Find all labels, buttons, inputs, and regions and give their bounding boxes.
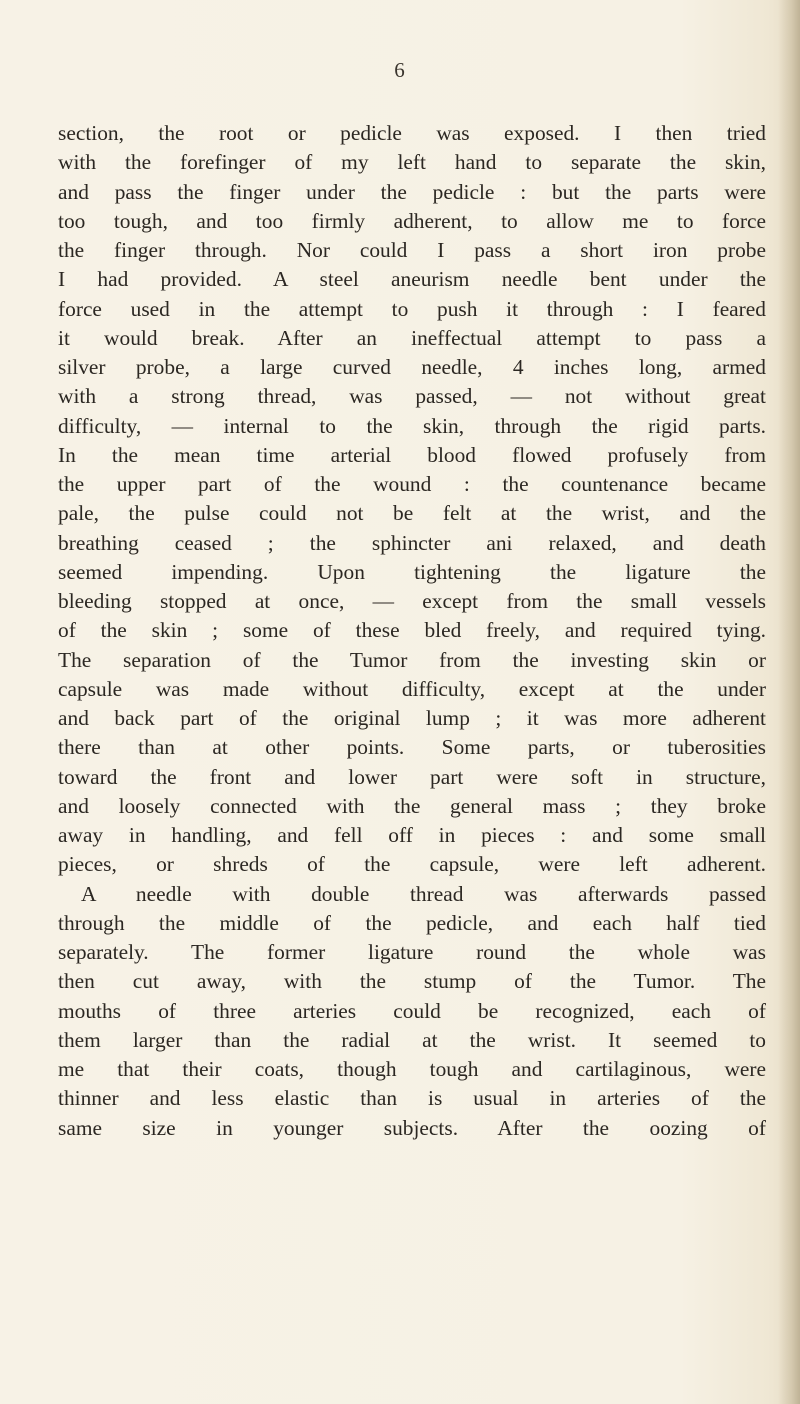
text-line: same size in younger subjects. After the oozing of bbox=[58, 1115, 766, 1140]
page-edge-shadow bbox=[778, 0, 800, 1404]
text-line: In the mean time arterial blood flowed profusely from bbox=[58, 442, 766, 467]
page-number: 6 bbox=[394, 58, 406, 82]
text-line: away in handling, and fell off in pieces : and some small bbox=[58, 823, 766, 847]
text-line: and pass the finger under the pedicle : but the parts were bbox=[58, 179, 766, 204]
text-line: mouths of three arteries could be recognized, each of bbox=[58, 998, 766, 1023]
text-line: the finger through. Nor could I pass a short iron probe bbox=[58, 238, 766, 262]
text-line: seemed impending. Upon tightening the ligature the bbox=[58, 559, 766, 584]
text-line: through the middle of the pedicle, and each half tied bbox=[58, 910, 766, 935]
text-line: there than at other points. Some parts, or tuberosities bbox=[58, 735, 766, 760]
body-text bbox=[58, 119, 766, 1143]
text-line: with a strong thread, was passed, — not without great bbox=[58, 384, 766, 409]
text-line: the upper part of the wound : the countenance became bbox=[58, 472, 766, 496]
text-line: pale, the pulse could not be felt at the wrist, and the bbox=[58, 501, 766, 526]
text-line: me that their coats, though tough and cartilaginous, were bbox=[58, 1057, 766, 1081]
text-line: I had provided. A steel aneurism needle bent under the bbox=[58, 267, 766, 292]
text-line: it would break. After an ineffectual attempt to pass a bbox=[58, 325, 766, 350]
text-line: of the skin ; some of these bled freely, and required tying. bbox=[58, 618, 766, 643]
text-line: pieces, or shreds of the capsule, were left adherent. bbox=[58, 852, 766, 877]
text-line: silver probe, a large curved needle, 4 inches long, armed bbox=[58, 355, 766, 379]
text-line: section, the root or pedicle was exposed. I then tried bbox=[58, 121, 766, 145]
text-line: difficulty, — internal to the skin, through the rigid parts. bbox=[58, 413, 766, 438]
text-line: them larger than the radial at the wrist. It seemed to bbox=[58, 1027, 766, 1052]
text-line: then cut away, with the stump of the Tumor. The bbox=[58, 969, 766, 994]
text-line: The separation of the Tumor from the investing skin or bbox=[58, 647, 766, 672]
text-line: too tough, and too firmly adherent, to allow me to force bbox=[58, 208, 766, 233]
text-line: and back part of the original lump ; it was more adherent bbox=[58, 706, 766, 730]
text-line: and loosely connected with the general mass ; they broke bbox=[58, 793, 766, 818]
text-line: capsule was made without difficulty, except at the under bbox=[58, 676, 766, 701]
text-line: bleeding stopped at once, — except from the small vessels bbox=[58, 589, 766, 613]
text-line: thinner and less elastic than is usual in arteries of the bbox=[58, 1086, 766, 1111]
text-line: breathing ceased ; the sphincter ani relaxed, and death bbox=[58, 530, 766, 555]
text-line: with the forefinger of my left hand to separate the skin, bbox=[58, 150, 766, 175]
text-line: force used in the attempt to push it through : I feared bbox=[58, 296, 766, 321]
text-line: separately. The former ligature round the whole was bbox=[58, 940, 766, 964]
text-line: A needle with double thread was afterwards passed bbox=[81, 881, 766, 906]
text-line: toward the front and lower part were soft in structure, bbox=[58, 764, 766, 789]
